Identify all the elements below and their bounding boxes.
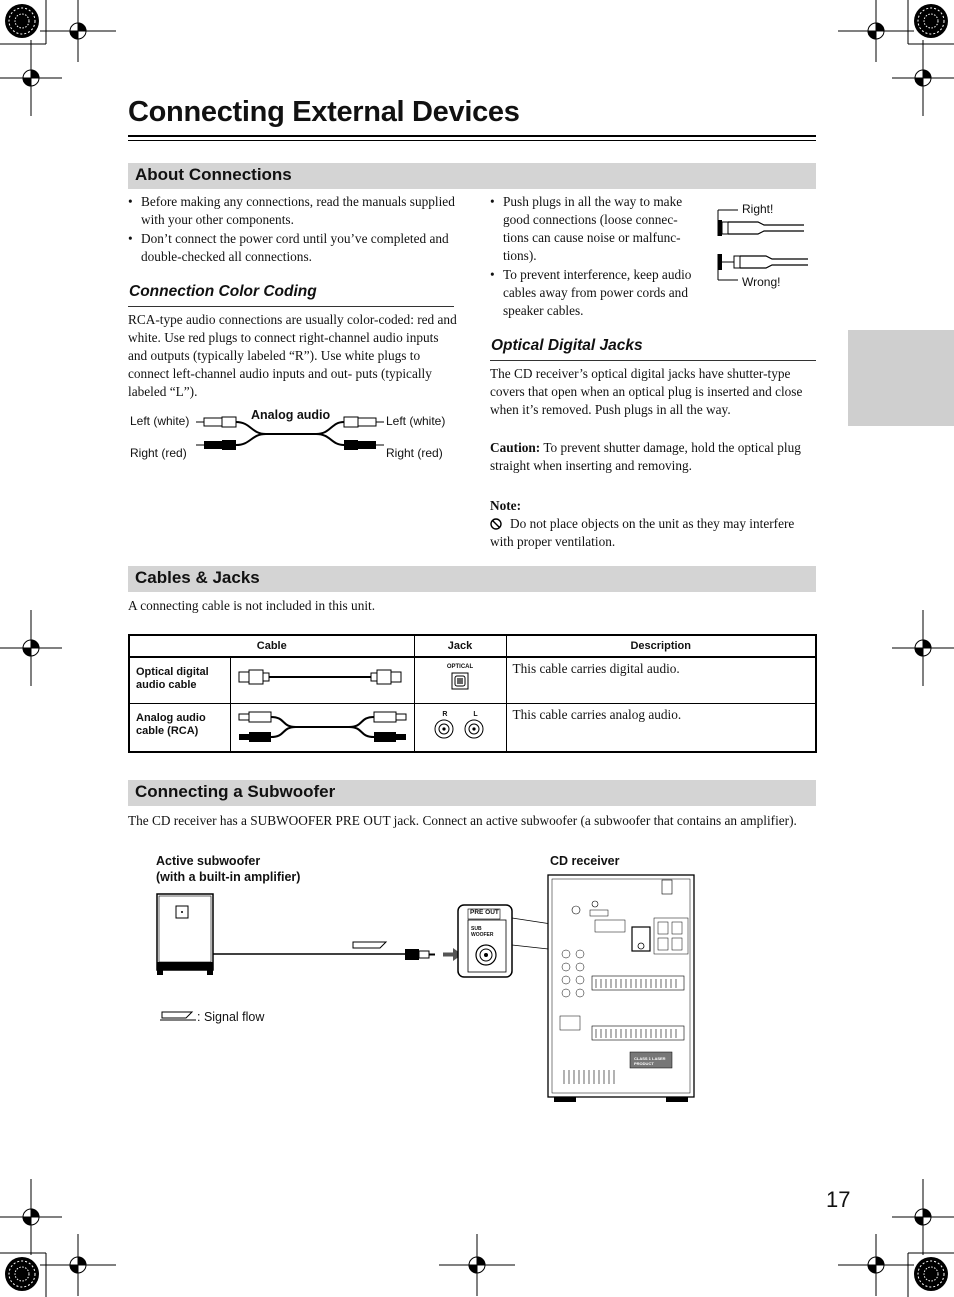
- bullet-item: • Push plugs in all the way to make good connections (loose connec- tions can cause noise or malfunc- tions).: [490, 193, 706, 265]
- rca-jack-l-label: L: [473, 711, 478, 718]
- caution-text: To prevent shutter damage, hold the optical plug straight when inserting and removing.: [490, 440, 801, 473]
- column-header-jack: Jack: [414, 635, 506, 657]
- rca-jack-labels: [415, 711, 506, 718]
- woofer-label: WOOFER: [471, 932, 494, 938]
- color-coding-heading: Connection Color Coding: [129, 283, 317, 300]
- signal-flow-legend: : Signal flow: [197, 1010, 265, 1024]
- plug-right-label: Right!: [742, 202, 774, 216]
- analog-cable-icon: [231, 704, 414, 746]
- column-header-description: Description: [506, 635, 816, 657]
- rca-jack-r-label: R: [442, 711, 448, 718]
- cable-name: Analog audio cable (RCA): [129, 704, 230, 753]
- laser-class-label: CLASS 1 LASER: [634, 1056, 666, 1061]
- caution-paragraph: [490, 439, 818, 475]
- optical-text: The CD receiver’s optical digital jacks have shutter-type covers that open when an optical plug is inserted and close when it’s removed. Push plugs in all the way.: [490, 366, 803, 417]
- about-connections-bar: [128, 163, 816, 189]
- optical-jack-label: OPTICAL: [446, 664, 474, 670]
- subwoofer-icon: [157, 894, 213, 975]
- left-white-label: Left (white): [130, 414, 190, 428]
- cd-receiver-label: CD receiver: [550, 854, 620, 868]
- optical-jack-cell: [414, 657, 506, 704]
- active-subwoofer-sublabel: (with a built-in amplifier): [156, 870, 301, 884]
- right-red-label-right: Right (red): [386, 446, 443, 460]
- section-thumb-tab: [848, 330, 954, 426]
- cable-name: Optical digital audio cable: [129, 657, 230, 704]
- subwoofer-heading: Connecting a Subwoofer: [135, 782, 336, 801]
- starburst-bottom-left: [5, 1257, 39, 1291]
- analog-audio-cable-diagram: [196, 412, 384, 456]
- optical-cable-image: [230, 657, 414, 704]
- cables-intro: A connecting cable is not included in this unit.: [128, 598, 376, 613]
- starburst-top-right: [914, 4, 948, 38]
- cd-receiver-rear-icon: [548, 875, 694, 1102]
- table-row: [129, 657, 816, 704]
- optical-cable-icon: [231, 658, 414, 698]
- about-right-bullets: [490, 193, 706, 320]
- right-red-label: Right (red): [130, 446, 187, 460]
- page-number: 17: [826, 1187, 851, 1212]
- caution-label: Caution:: [490, 440, 541, 455]
- table-row: [129, 704, 816, 753]
- left-white-label-right: Left (white): [386, 414, 446, 428]
- analog-cable-image: [230, 704, 414, 753]
- optical-jack-icon: [451, 672, 469, 690]
- pre-out-label: PRE OUT: [470, 909, 499, 916]
- cables-jacks-table: [128, 634, 817, 753]
- note-text: Do not place objects on the unit as they may interfere with proper ventilation.: [490, 516, 795, 549]
- bullet-item: • To prevent interference, keep audio cables away from power cords and speaker cables.: [490, 266, 706, 320]
- cable-description: This cable carries analog audio.: [506, 704, 816, 753]
- title-rule-thin: [128, 140, 816, 141]
- optical-heading: Optical Digital Jacks: [491, 337, 643, 354]
- rca-jack-cell: [414, 704, 506, 753]
- starburst-bottom-right: [914, 1257, 948, 1291]
- color-coding-rule: [128, 306, 454, 307]
- rca-jacks-icon: [432, 718, 488, 740]
- sub-label: SUB: [471, 926, 482, 932]
- bullet-item: • Don’t connect the power cord until you’ve completed and double-checked all connections.: [128, 230, 458, 266]
- cables-jacks-bar: [128, 566, 816, 592]
- color-coding-text: RCA-type audio connections are usually color-coded: red and white. Use red plugs to connect right-channel audio inputs and outputs (typically labeled “R”). Use white plugs to connect left-channel audio inputs and out- puts (typically labeled “L”).: [128, 312, 457, 399]
- about-connections-heading: About Connections: [135, 165, 292, 184]
- optical-rule: [490, 360, 816, 361]
- column-header-cable: Cable: [129, 635, 414, 657]
- active-subwoofer-label: Active subwoofer: [156, 854, 261, 868]
- page-title: Connecting External Devices: [128, 96, 520, 128]
- analog-audio-title: Analog audio: [251, 408, 331, 422]
- note-label: Note:: [490, 498, 522, 513]
- laser-product-label: PRODUCT: [634, 1061, 654, 1066]
- cable-description: This cable carries digital audio.: [506, 657, 816, 704]
- table-header-row: [129, 635, 816, 657]
- about-left-bullets: [128, 193, 458, 266]
- title-rule: [128, 135, 816, 137]
- subwoofer-bar: [128, 780, 816, 806]
- plug-wrong-label: Wrong!: [742, 275, 781, 289]
- bullet-item: • Before making any connections, read the manuals supplied with your other components.: [128, 193, 458, 229]
- subwoofer-connection-diagram: [150, 870, 710, 1110]
- starburst-top-left: [5, 4, 39, 38]
- subwoofer-text: The CD receiver has a SUBWOOFER PRE OUT jack. Connect an active subwoofer (a subwoofer that contains an amplifier).: [128, 813, 797, 828]
- cables-jacks-heading: Cables & Jacks: [135, 568, 260, 587]
